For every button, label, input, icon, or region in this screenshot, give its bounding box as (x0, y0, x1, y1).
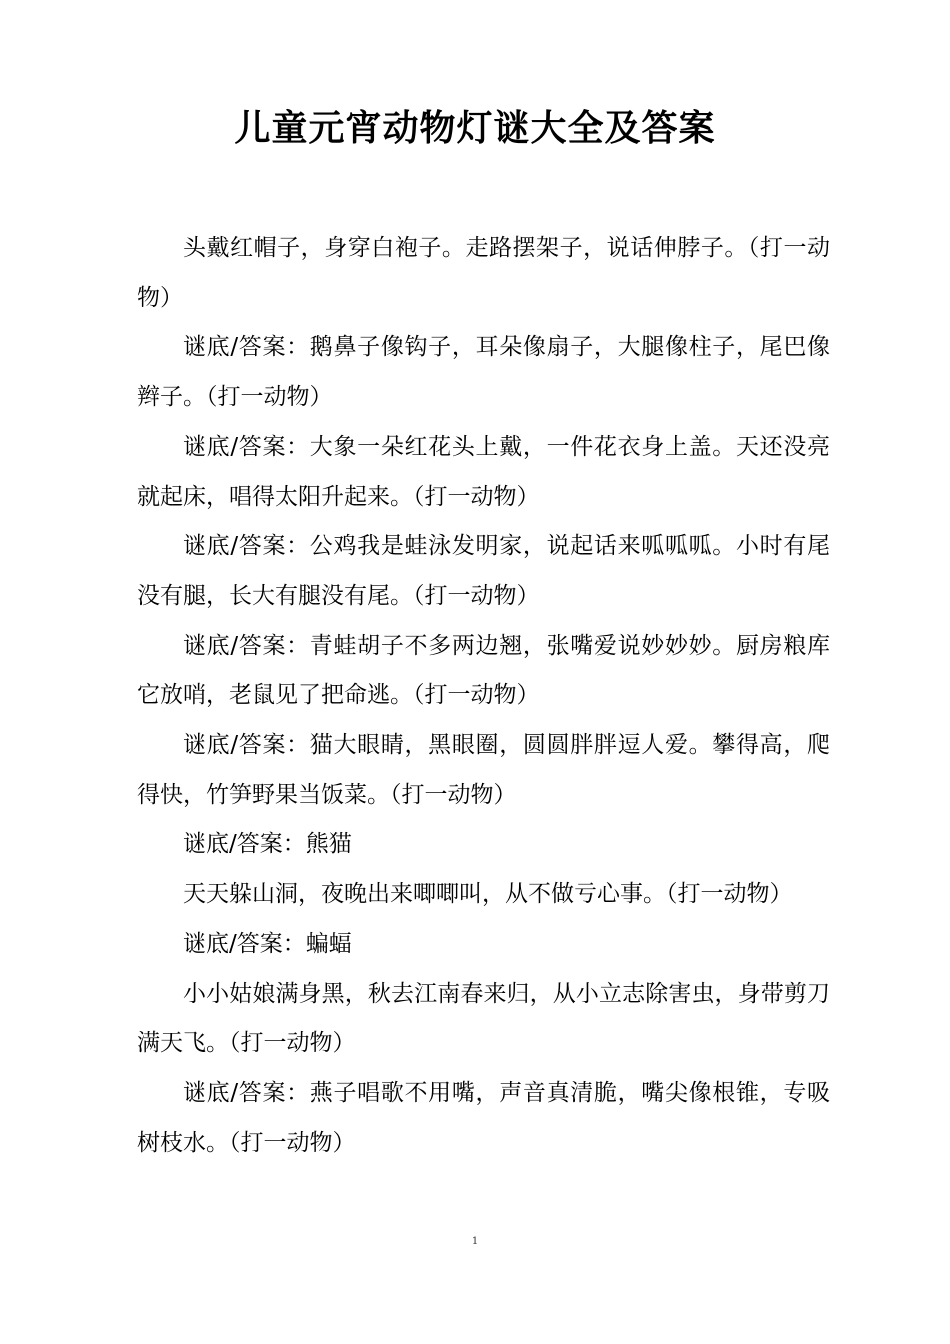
paragraph: 天天躲山洞，夜晚出来唧唧叫，从不做亏心事。（打一动物） (183, 881, 793, 908)
paragraph: 谜底/答案：熊猫 (183, 831, 352, 858)
paragraph: 谜底/答案：青蛙胡子不多两边翘，张嘴爱说妙妙妙。厨房粮库它放哨，老鼠见了把命逃。（打一动物） (137, 632, 830, 709)
paragraph: 谜底/答案：蝙蝠 (183, 930, 352, 957)
paragraph: 谜底/答案：公鸡我是蛙泳发明家，说起话来呱呱呱。小时有尾没有腿，长大有腿没有尾。（打一动物） (137, 533, 830, 609)
page-number: 1 (471, 1236, 479, 1247)
paragraph: 谜底/答案：大象一朵红花头上戴，一件花衣身上盖。天还没亮就起床，唱得太阳升起来。（打一动物） (137, 433, 830, 510)
document-title: 儿童元宵动物灯谜大全及答案 (234, 108, 716, 149)
paragraph: 谜底/答案：鹅鼻子像钩子，耳朵像扇子，大腿像柱子，尾巴像辫子。（打一动物） (137, 334, 830, 411)
paragraph: 谜底/答案：猫大眼睛，黑眼圈，圆圆胖胖逗人爱。攀得高，爬得快，竹笋野果当饭菜。（打一动物） (137, 732, 830, 808)
document-body (137, 224, 830, 1168)
paragraph: 谜底/答案：燕子唱歌不用嘴，声音真清脆，嘴尖像根锥，专吸树枝水。（打一动物） (137, 1079, 830, 1156)
paragraph: 小小姑娘满身黑，秋去江南春来归，从小立志除害虫，身带剪刀满天飞。（打一动物） (137, 980, 830, 1057)
paragraph: 头戴红帽子，身穿白袍子。走路摆架子，说话伸脖子。（打一动物） (137, 235, 830, 311)
